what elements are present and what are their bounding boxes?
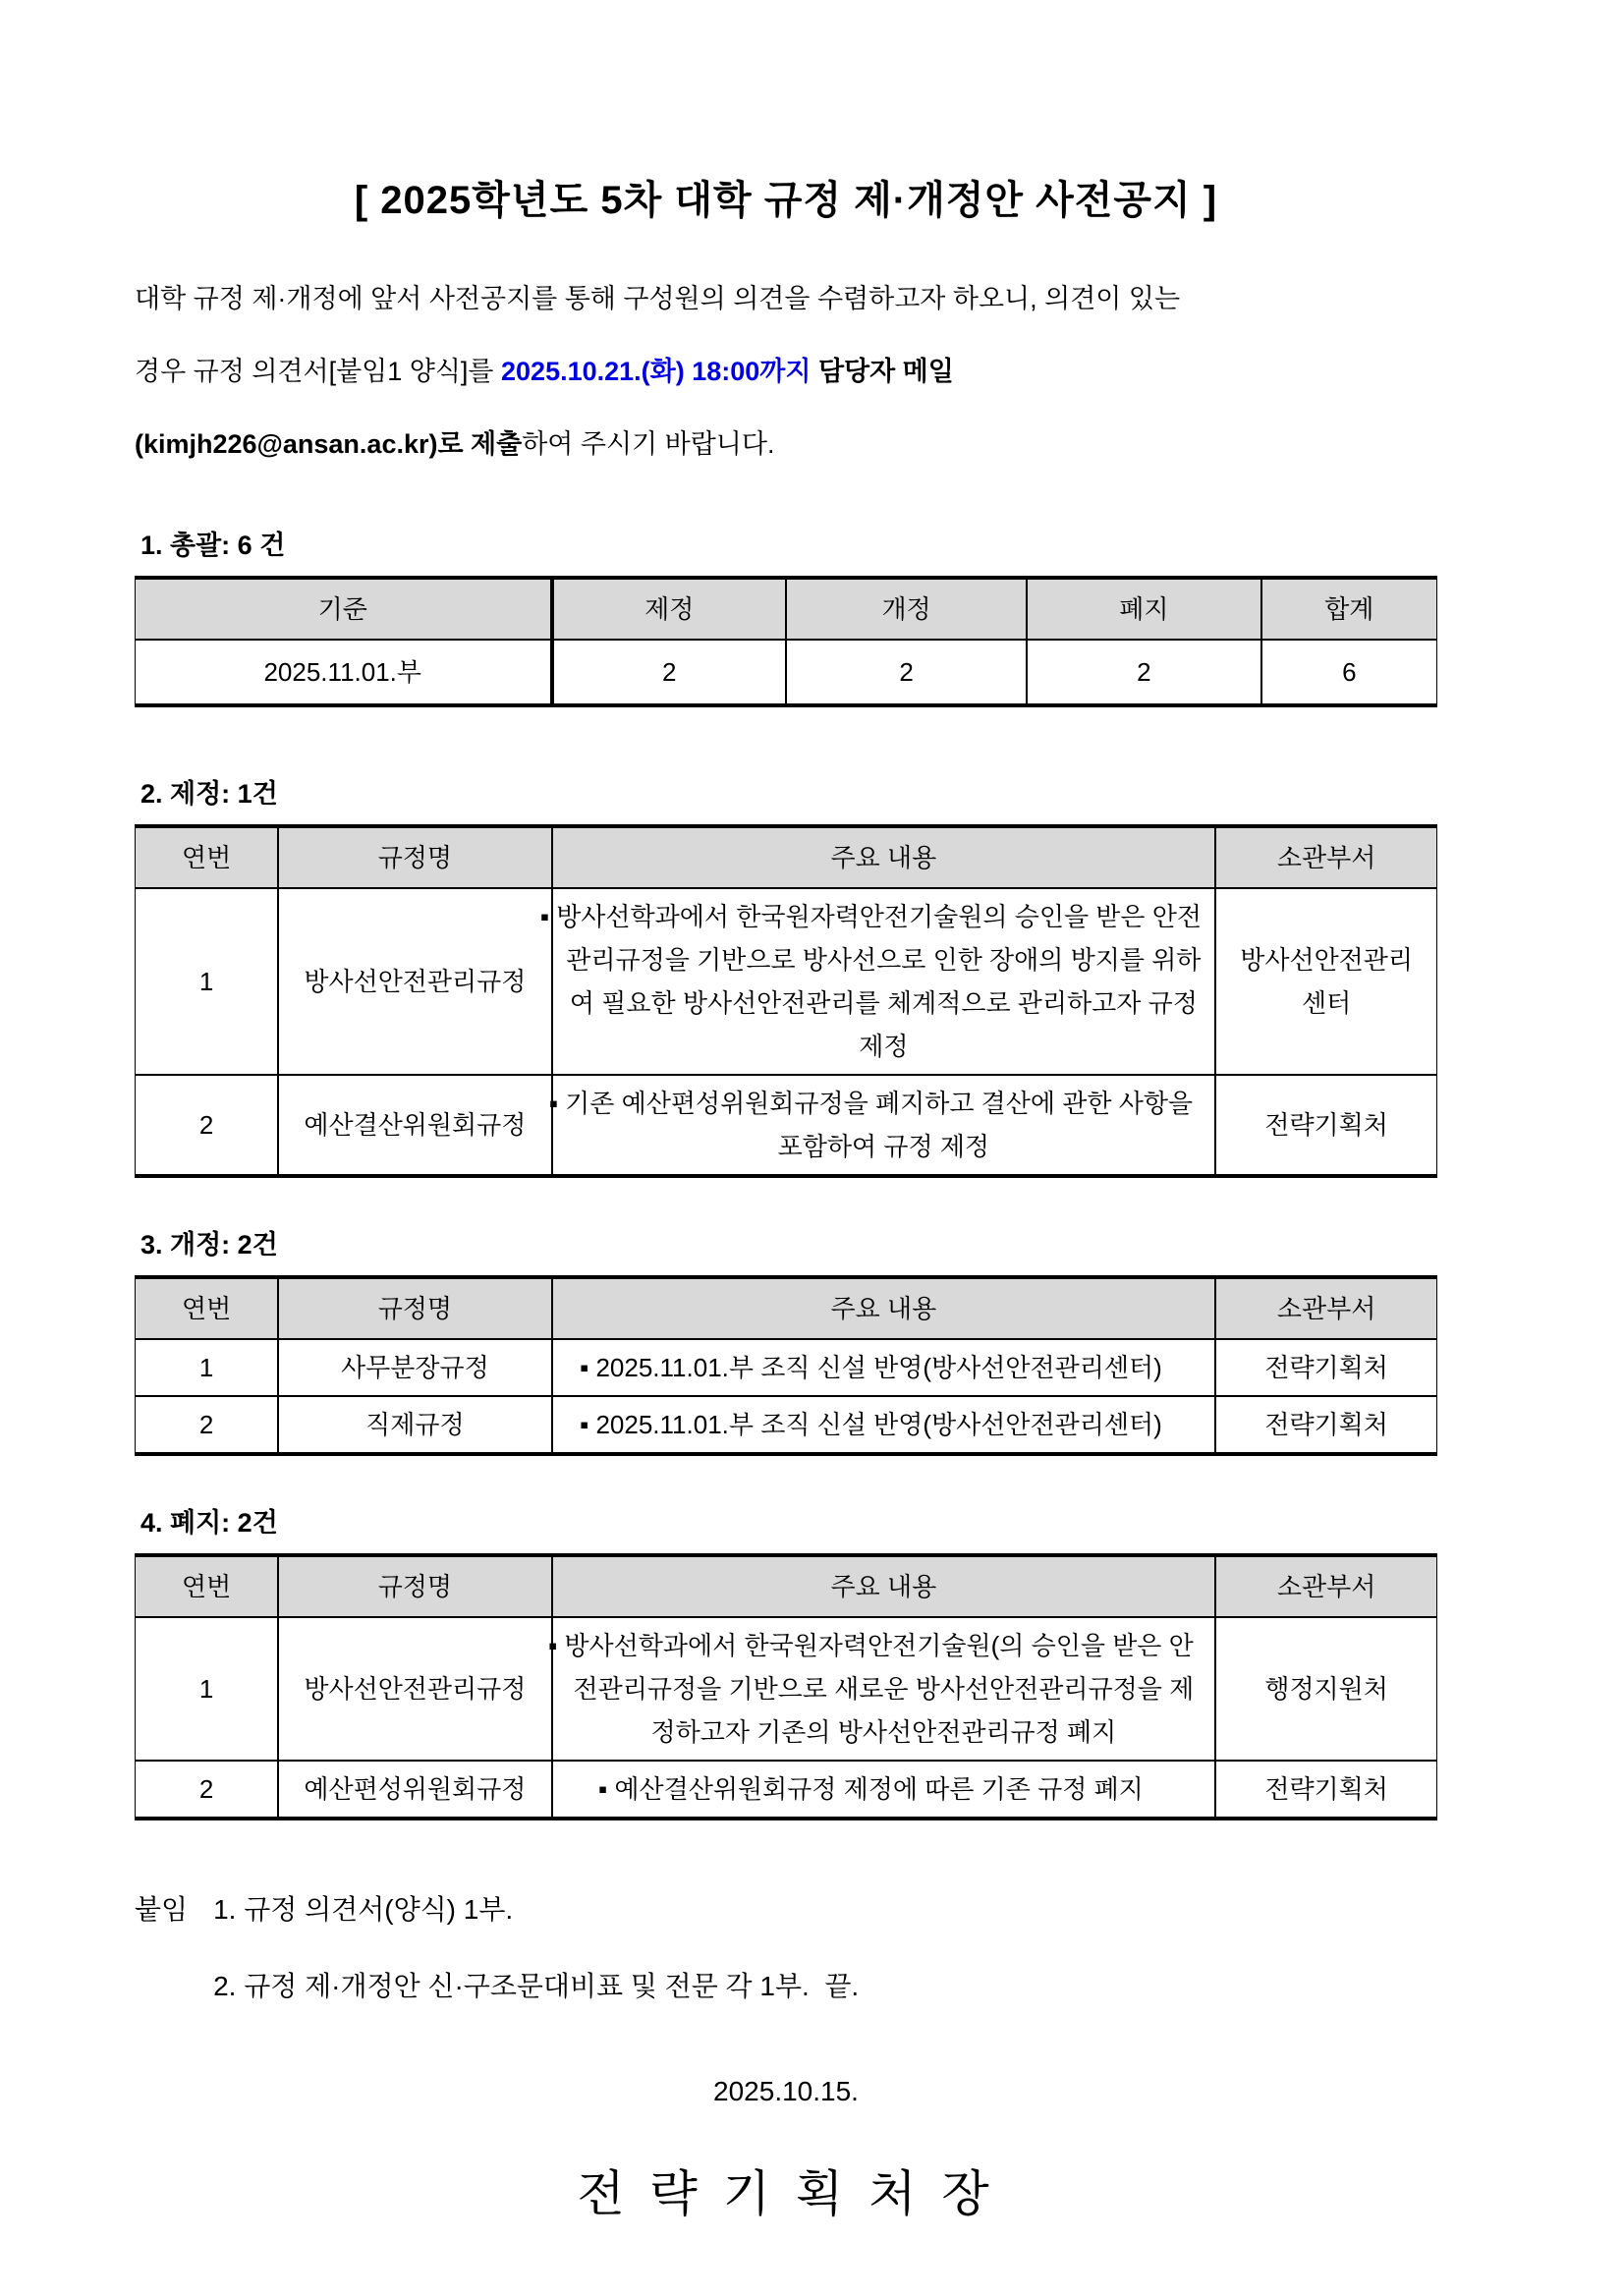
col-no: 연번 xyxy=(136,1277,279,1339)
page-title: [ 2025학년도 5차 대학 규정 제·개정안 사전공지 ] xyxy=(354,179,1218,222)
col-department: 소관부서 xyxy=(1215,826,1436,888)
row-no: 1 xyxy=(136,1617,279,1761)
main-content: ▪ 예산결산위원회규정 제정에 따른 기존 규정 폐지 xyxy=(552,1761,1216,1819)
summary-col-enactment: 제정 xyxy=(552,578,787,640)
summary-basis-value: 2025.11.01.부 xyxy=(136,640,552,705)
summary-enactment-count: 2 xyxy=(552,640,787,705)
section-heading-summary: 1. 총괄: 6 건 xyxy=(140,531,286,560)
department: 전략기획처 xyxy=(1215,1339,1436,1396)
section-heading-abolition: 4. 폐지: 2건 xyxy=(140,1508,278,1538)
summary-header-row xyxy=(136,578,1437,640)
col-main-content: 주요 내용 xyxy=(552,826,1216,888)
summary-amendment-count: 2 xyxy=(786,640,1027,705)
summary-total-count: 6 xyxy=(1261,640,1437,705)
department: 방사선안전관리 센터 xyxy=(1215,888,1436,1075)
section-heading-enactment: 2. 제정: 1건 xyxy=(140,779,278,809)
table-row xyxy=(136,1617,1437,1761)
table-row xyxy=(136,1761,1437,1819)
intro-line-3-rest: 하여 주시기 바랍니다. xyxy=(522,429,775,459)
enactment-header-row xyxy=(136,826,1437,888)
main-content: ▪ 방사선학과에서 한국원자력안전기술원(의 승인을 받은 안전관리규정을 기반으로 새로운 방사선안전관리규정을 제정하고자 기존의 방사선안전관리규정 폐지 xyxy=(552,1617,1216,1761)
col-regulation-name: 규정명 xyxy=(278,1277,551,1339)
table-row xyxy=(136,1339,1437,1396)
signature-title: 전 략 기 획 처 장 xyxy=(577,2166,995,2221)
regulation-name: 방사선안전관리규정 xyxy=(278,888,551,1075)
department: 전략기획처 xyxy=(1215,1075,1436,1176)
regulation-name: 방사선안전관리규정 xyxy=(278,1617,551,1761)
contact-email: (kimjh226@ansan.ac.kr)로 제출 xyxy=(135,429,523,459)
deadline-text: 2025.10.21.(화) 18:00까지 xyxy=(501,357,812,386)
summary-col-total: 합계 xyxy=(1261,578,1437,640)
col-department: 소관부서 xyxy=(1215,1277,1436,1339)
intro-line-3 xyxy=(135,408,1437,480)
table-row xyxy=(136,1396,1437,1454)
table-row xyxy=(136,1075,1437,1176)
contact-label: 담당자 메일 xyxy=(811,357,954,386)
regulation-name: 사무분장규정 xyxy=(278,1339,551,1396)
summary-data-row xyxy=(136,640,1437,705)
intro-line-1: 대학 규정 제·개정에 앞서 사전공지를 통해 구성원의 의견을 수렴하고자 하오니, 의견이 있는 xyxy=(135,284,1181,313)
col-main-content: 주요 내용 xyxy=(552,1555,1216,1617)
col-no: 연번 xyxy=(136,1555,279,1617)
attachment-item: 2. 규정 제·개정안 신·구조문대비표 및 전문 각 1부. 끝. xyxy=(213,1971,860,2001)
col-department: 소관부서 xyxy=(1215,1555,1436,1617)
summary-col-basis: 기준 xyxy=(136,578,552,640)
regulation-name: 직제규정 xyxy=(278,1396,551,1454)
row-no: 2 xyxy=(136,1761,279,1819)
attachments-list xyxy=(213,1872,859,2025)
intro-paragraph xyxy=(135,262,1437,480)
department: 행정지원처 xyxy=(1215,1617,1436,1761)
table-row xyxy=(136,888,1437,1075)
summary-col-amendment: 개정 xyxy=(786,578,1027,640)
department: 전략기획처 xyxy=(1215,1761,1436,1819)
regulation-name: 예산편성위원회규정 xyxy=(278,1761,551,1819)
document-date: 2025.10.15. xyxy=(713,2076,859,2106)
col-no: 연번 xyxy=(136,826,279,888)
main-content: ▪ 방사선학과에서 한국원자력안전기술원의 승인을 받은 안전관리규정을 기반으로 방사선으로 인한 장애의 방지를 위하여 필요한 방사선안전관리를 체계적으로 관리하고자 규정 제정 xyxy=(552,888,1216,1075)
intro-line-2-text: 경우 규정 의견서[붙임1 양식]를 xyxy=(135,357,502,386)
summary-abolition-count: 2 xyxy=(1027,640,1261,705)
attachment-item: 1. 규정 의견서(양식) 1부. xyxy=(213,1894,514,1925)
main-content: ▪ 기존 예산편성위원회규정을 폐지하고 결산에 관한 사항을 포함하여 규정 제정 xyxy=(552,1075,1216,1176)
amendment-header-row xyxy=(136,1277,1437,1339)
department: 전략기획처 xyxy=(1215,1396,1436,1454)
amendment-table xyxy=(135,1275,1437,1456)
main-content: ▪ 2025.11.01.부 조직 신설 반영(방사선안전관리센터) xyxy=(552,1339,1216,1396)
summary-table xyxy=(135,576,1437,707)
col-regulation-name: 규정명 xyxy=(278,826,551,888)
section-heading-amendment: 3. 개정: 2건 xyxy=(140,1230,278,1260)
col-main-content: 주요 내용 xyxy=(552,1277,1216,1339)
regulation-name: 예산결산위원회규정 xyxy=(278,1075,551,1176)
intro-line-2 xyxy=(135,335,1437,408)
row-no: 2 xyxy=(136,1075,279,1176)
row-no: 2 xyxy=(136,1396,279,1454)
row-no: 1 xyxy=(136,888,279,1075)
enactment-table xyxy=(135,824,1437,1178)
summary-col-abolition: 폐지 xyxy=(1027,578,1261,640)
attachments-label: 붙임 xyxy=(135,1894,189,1925)
abolition-table xyxy=(135,1553,1437,1820)
col-regulation-name: 규정명 xyxy=(278,1555,551,1617)
attachments-block xyxy=(135,1872,1437,2025)
abolition-header-row xyxy=(136,1555,1437,1617)
row-no: 1 xyxy=(136,1339,279,1396)
main-content: ▪ 2025.11.01.부 조직 신설 반영(방사선안전관리센터) xyxy=(552,1396,1216,1454)
